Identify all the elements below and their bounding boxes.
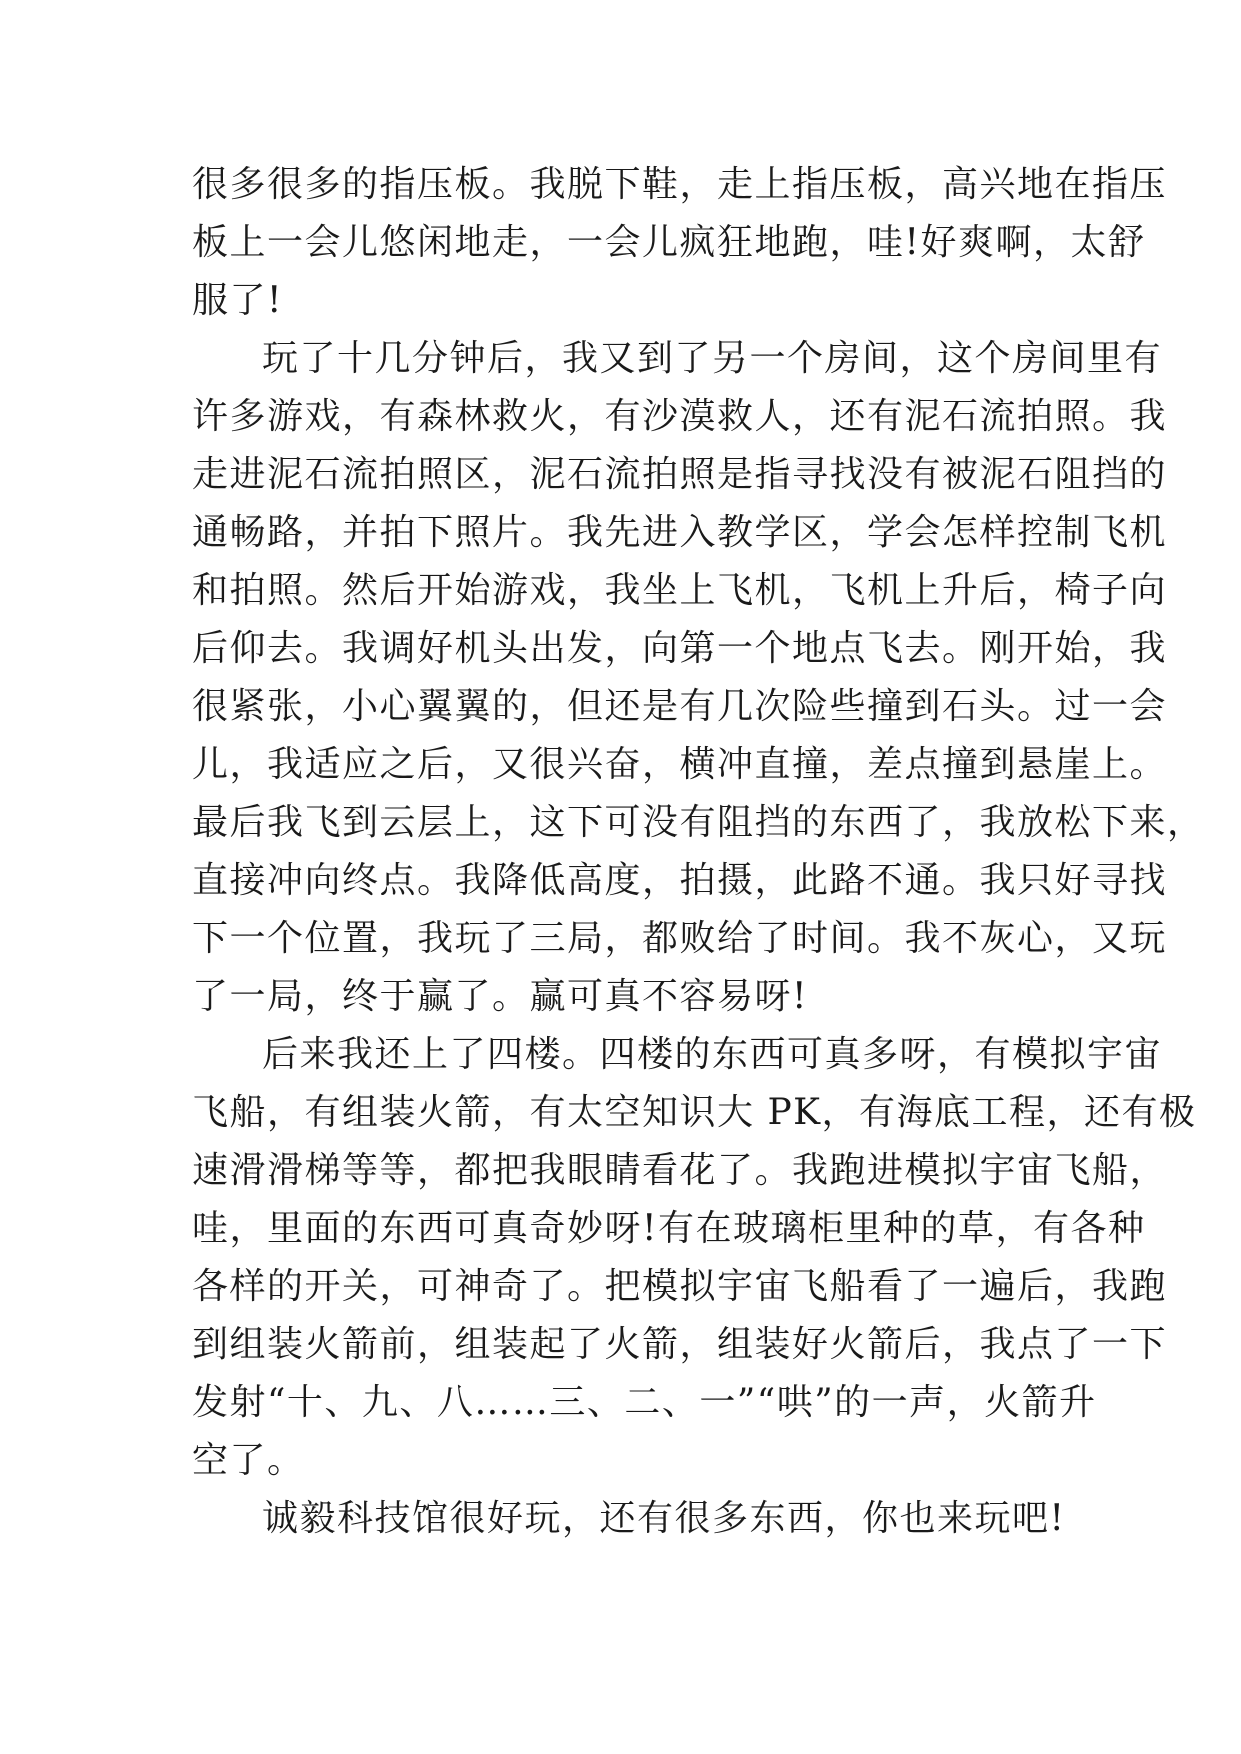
text-line: 走进泥石流拍照区，泥石流拍照是指寻找没有被泥石阻挡的 [192, 454, 1168, 495]
text-line: 许多游戏，有森林救火，有沙漠救人，还有泥石流拍照。我 [192, 396, 1168, 437]
text-line: 哇，里面的东西可真奇妙呀!有在玻璃柜里种的草，有各种 [192, 1208, 1146, 1249]
text-line: 下一个位置，我玩了三局，都败给了时间。我不灰心，又玩 [192, 918, 1168, 959]
text-line: 很多很多的指压板。我脱下鞋，走上指压板，高兴地在指压 [192, 164, 1168, 205]
text-line: 诚毅科技馆很好玩，还有很多东西，你也来玩吧! [262, 1498, 1066, 1539]
body-text [192, 156, 1205, 1548]
text-line: 通畅路，并拍下照片。我先进入教学区，学会怎样控制飞机 [192, 512, 1168, 553]
text-line: 飞船，有组装火箭，有太空知识大 PK，有海底工程，还有极 [192, 1092, 1197, 1133]
text-line: 玩了十几分钟后，我又到了另一个房间，这个房间里有 [262, 338, 1163, 379]
text-line: 儿，我适应之后，又很兴奋，横冲直撞，差点撞到悬崖上。 [192, 744, 1168, 785]
text-line: 了一局，终于赢了。赢可真不容易呀! [192, 976, 808, 1017]
text-line: 速滑滑梯等等，都把我眼睛看花了。我跑进模拟宇宙飞船， [192, 1150, 1168, 1191]
text-line: 最后我飞到云层上，这下可没有阻挡的东西了，我放松下来， [192, 802, 1205, 843]
text-line: 发射“十、九、八……三、二、一”“哄”的一声，火箭升 [192, 1382, 1097, 1423]
text-line: 很紧张，小心翼翼的，但还是有几次险些撞到石头。过一会 [192, 686, 1168, 727]
text-line: 后来我还上了四楼。四楼的东西可真多呀，有模拟宇宙 [262, 1034, 1163, 1075]
text-line: 和拍照。然后开始游戏，我坐上飞机，飞机上升后，椅子向 [192, 570, 1168, 611]
text-line: 空了。 [192, 1440, 305, 1481]
text-line: 后仰去。我调好机头出发，向第一个地点飞去。刚开始，我 [192, 628, 1168, 669]
text-line: 服了! [192, 280, 283, 321]
text-line: 直接冲向终点。我降低高度，拍摄，此路不通。我只好寻找 [192, 860, 1168, 901]
text-line: 到组装火箭前，组装起了火箭，组装好火箭后，我点了一下 [192, 1324, 1168, 1365]
text-line: 板上一会儿悠闲地走，一会儿疯狂地跑，哇!好爽啊，太舒 [192, 222, 1146, 263]
text-line: 各样的开关，可神奇了。把模拟宇宙飞船看了一遍后，我跑 [192, 1266, 1168, 1307]
